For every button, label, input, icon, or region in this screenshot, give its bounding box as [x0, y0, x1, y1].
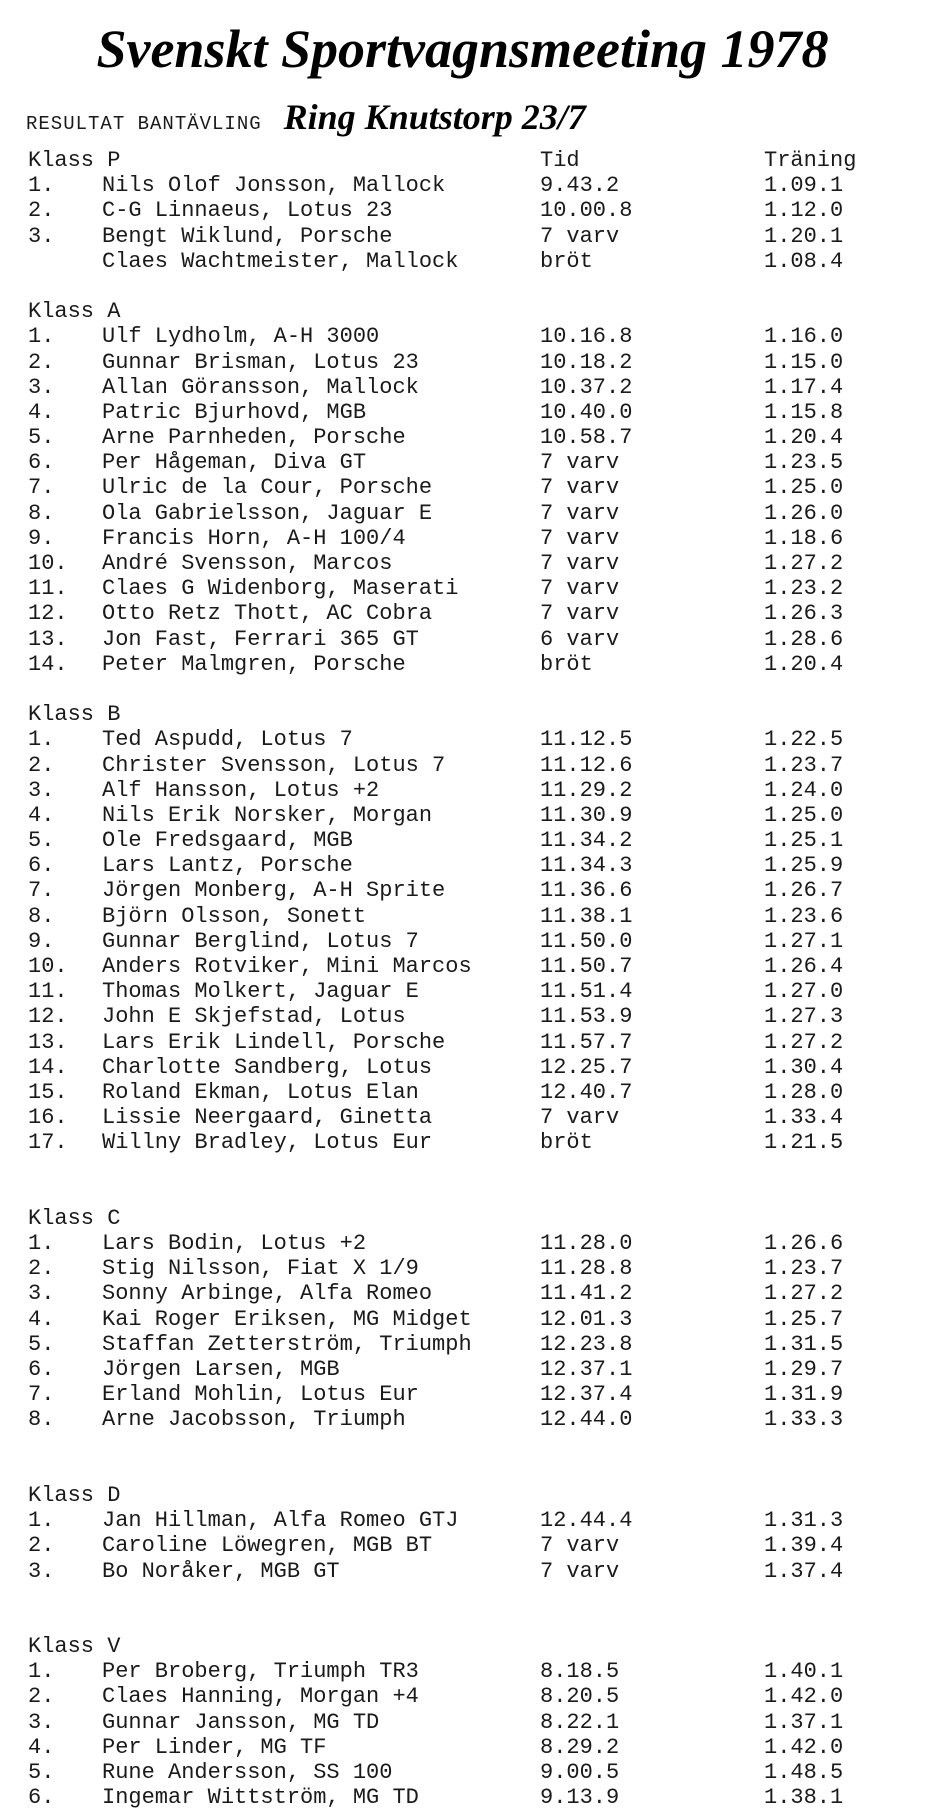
- column-header-training: Träning: [764, 148, 857, 173]
- result-row: [0, 601, 925, 626]
- class-name: Klass P: [28, 148, 121, 173]
- class-header: [0, 702, 925, 727]
- result-row: [0, 954, 925, 979]
- position: 2.: [28, 1684, 55, 1710]
- result-row: [0, 727, 925, 752]
- position: 13.: [28, 1029, 68, 1055]
- driver-car: Per Broberg, Triumph TR3: [102, 1659, 419, 1685]
- position: 3.: [28, 1558, 55, 1584]
- training-time: 1.42.0: [764, 1684, 844, 1710]
- training-time: 1.30.4: [764, 1054, 844, 1080]
- result-row: [0, 1407, 925, 1432]
- driver-car: Jan Hillman, Alfa Romeo GTJ: [102, 1508, 459, 1534]
- training-time: 1.23.7: [764, 1256, 844, 1282]
- driver-car: Ole Fredsgaard, MGB: [102, 828, 353, 854]
- result-row: [0, 425, 925, 450]
- spacer: [0, 1458, 925, 1483]
- driver-car: Arne Jacobsson, Triumph: [102, 1407, 406, 1433]
- driver-car: Christer Svensson, Lotus 7: [102, 752, 446, 778]
- training-time: 1.40.1: [764, 1659, 844, 1685]
- position: 1.: [28, 1231, 55, 1257]
- driver-car: Nils Olof Jonsson, Mallock: [102, 173, 446, 199]
- race-time: 11.28.8: [540, 1256, 633, 1282]
- race-time: 11.51.4: [540, 979, 633, 1005]
- result-row: [0, 450, 925, 475]
- driver-car: Ted Aspudd, Lotus 7: [102, 727, 353, 753]
- driver-car: Jörgen Monberg, A-H Sprite: [102, 878, 446, 904]
- training-time: 1.22.5: [764, 727, 844, 753]
- result-row: [0, 475, 925, 500]
- result-row: [0, 501, 925, 526]
- race-time: 11.34.2: [540, 828, 633, 854]
- position: 4.: [28, 1306, 55, 1332]
- training-time: 1.23.2: [764, 576, 844, 602]
- result-row: [0, 1080, 925, 1105]
- position: 5.: [28, 1331, 55, 1357]
- race-time: 11.53.9: [540, 1004, 633, 1030]
- training-time: 1.20.4: [764, 651, 844, 677]
- training-time: 1.31.3: [764, 1508, 844, 1534]
- race-time: 8.29.2: [540, 1734, 620, 1760]
- training-time: 1.26.6: [764, 1231, 844, 1257]
- position: 2.: [28, 198, 55, 224]
- race-time: 7 varv: [540, 525, 620, 551]
- training-time: 1.27.2: [764, 1281, 844, 1307]
- position: 1.: [28, 1508, 55, 1534]
- race-time: 12.37.1: [540, 1357, 633, 1382]
- driver-car: Gunnar Berglind, Lotus 7: [102, 928, 419, 954]
- position: 4.: [28, 802, 55, 828]
- position: 15.: [28, 1079, 68, 1105]
- race-time: 12.37.4: [540, 1382, 633, 1408]
- result-row: [0, 324, 925, 349]
- position: 9.: [28, 928, 55, 954]
- race-time: 11.12.5: [540, 727, 633, 753]
- race-time: 9.00.5: [540, 1760, 620, 1785]
- position: 12.: [28, 601, 68, 627]
- position: 1.: [28, 173, 55, 199]
- driver-car: Ingemar Wittström, MG TD: [102, 1785, 419, 1811]
- training-time: 1.12.0: [764, 198, 844, 224]
- position: 6.: [28, 1357, 55, 1382]
- result-row: [0, 1055, 925, 1080]
- training-time: 1.28.6: [764, 626, 844, 652]
- driver-car: Ulf Lydholm, A-H 3000: [102, 324, 380, 350]
- subheader: [26, 96, 586, 136]
- class-section: [0, 702, 925, 1155]
- driver-car: Allan Göransson, Mallock: [102, 374, 419, 400]
- position: 3.: [28, 1709, 55, 1735]
- race-time: 8.22.1: [540, 1709, 620, 1735]
- training-time: 1.24.0: [764, 777, 844, 803]
- driver-car: C-G Linnaeus, Lotus 23: [102, 198, 393, 224]
- race-time: 12.40.7: [540, 1079, 633, 1105]
- training-time: 1.28.0: [764, 1079, 844, 1105]
- position: 5.: [28, 425, 55, 451]
- training-time: 1.25.0: [764, 802, 844, 828]
- spacer: [0, 677, 925, 702]
- driver-car: Nils Erik Norsker, Morgan: [102, 802, 433, 828]
- driver-car: Caroline Löwegren, MGB BT: [102, 1533, 433, 1559]
- driver-car: Ola Gabrielsson, Jaguar E: [102, 500, 433, 526]
- result-row: [0, 1231, 925, 1256]
- result-row: [0, 1659, 925, 1684]
- result-row: [0, 1030, 925, 1055]
- training-time: 1.25.9: [764, 853, 844, 879]
- spacer: [0, 1156, 925, 1181]
- position: 11.: [28, 979, 68, 1005]
- driver-car: Otto Retz Thott, AC Cobra: [102, 601, 433, 627]
- race-time: 11.38.1: [540, 903, 633, 929]
- position: 6.: [28, 853, 55, 879]
- position: 2.: [28, 1533, 55, 1559]
- result-row: [0, 778, 925, 803]
- training-time: 1.17.4: [764, 374, 844, 400]
- race-time: 10.00.8: [540, 198, 633, 224]
- training-time: 1.37.4: [764, 1558, 844, 1584]
- result-row: [0, 198, 925, 223]
- driver-car: Francis Horn, A-H 100/4: [102, 525, 406, 551]
- training-time: 1.26.0: [764, 500, 844, 526]
- position: 2.: [28, 752, 55, 778]
- result-row: [0, 1256, 925, 1281]
- result-row: [0, 173, 925, 198]
- race-time: 10.40.0: [540, 399, 633, 425]
- race-time: 7 varv: [540, 1105, 620, 1131]
- driver-car: Claes G Widenborg, Maserati: [102, 576, 459, 602]
- spacer: [0, 1584, 925, 1609]
- result-row: [0, 1710, 925, 1735]
- training-time: 1.23.7: [764, 752, 844, 778]
- driver-car: Jörgen Larsen, MGB: [102, 1357, 340, 1382]
- class-section: [0, 148, 925, 274]
- class-header: [0, 1206, 925, 1231]
- driver-car: Bengt Wiklund, Porsche: [102, 223, 393, 249]
- driver-car: Erland Mohlin, Lotus Eur: [102, 1382, 419, 1408]
- result-row: [0, 904, 925, 929]
- training-time: 1.15.0: [764, 349, 844, 375]
- race-time: 7 varv: [540, 475, 620, 501]
- training-time: 1.25.1: [764, 828, 844, 854]
- driver-car: Lars Erik Lindell, Porsche: [102, 1029, 446, 1055]
- race-time: 8.18.5: [540, 1659, 620, 1685]
- result-row: [0, 249, 925, 274]
- result-row: [0, 1684, 925, 1709]
- position: 12.: [28, 1004, 68, 1030]
- position: 1.: [28, 1659, 55, 1685]
- driver-car: Charlotte Sandberg, Lotus: [102, 1054, 433, 1080]
- result-row: [0, 803, 925, 828]
- race-time: 10.58.7: [540, 425, 633, 451]
- driver-car: Peter Malmgren, Porsche: [102, 651, 406, 677]
- race-time: 12.25.7: [540, 1054, 633, 1080]
- training-time: 1.38.1: [764, 1785, 844, 1811]
- class-section: [0, 299, 925, 677]
- result-row: [0, 1130, 925, 1155]
- position: 3.: [28, 777, 55, 803]
- training-time: 1.42.0: [764, 1734, 844, 1760]
- race-time: 7 varv: [540, 500, 620, 526]
- training-time: 1.20.1: [764, 223, 844, 249]
- race-time: 8.20.5: [540, 1684, 620, 1710]
- race-time: bröt: [540, 248, 593, 274]
- spacer: [0, 1181, 925, 1206]
- training-time: 1.31.5: [764, 1331, 844, 1357]
- result-row: [0, 350, 925, 375]
- class-name: Klass V: [28, 1634, 121, 1660]
- training-time: 1.33.4: [764, 1105, 844, 1131]
- race-time: 12.01.3: [540, 1306, 633, 1332]
- race-time: 7 varv: [540, 450, 620, 476]
- position: 9.: [28, 525, 55, 551]
- result-row: [0, 1760, 925, 1785]
- position: 10.: [28, 954, 68, 979]
- race-time: 9.43.2: [540, 173, 620, 199]
- position: 1.: [28, 324, 55, 350]
- training-time: 1.25.7: [764, 1306, 844, 1332]
- race-time: 11.30.9: [540, 802, 633, 828]
- result-row: [0, 400, 925, 425]
- driver-car: Jon Fast, Ferrari 365 GT: [102, 626, 419, 652]
- result-row: [0, 1105, 925, 1130]
- training-time: 1.39.4: [764, 1533, 844, 1559]
- race-time: 10.18.2: [540, 349, 633, 375]
- race-time: 11.12.6: [540, 752, 633, 778]
- training-time: 1.08.4: [764, 248, 844, 274]
- driver-car: Patric Bjurhovd, MGB: [102, 399, 367, 425]
- driver-car: Bo Noråker, MGB GT: [102, 1558, 340, 1584]
- result-row: [0, 1357, 925, 1382]
- position: 16.: [28, 1105, 68, 1131]
- race-time: 11.34.3: [540, 853, 633, 879]
- position: 1.: [28, 727, 55, 753]
- class-section: [0, 1634, 925, 1810]
- position: 5.: [28, 1760, 55, 1785]
- training-time: 1.27.3: [764, 1004, 844, 1030]
- position: 2.: [28, 1256, 55, 1282]
- class-header: [0, 299, 925, 324]
- race-time: 11.41.2: [540, 1281, 633, 1307]
- class-header: [0, 1483, 925, 1508]
- driver-car: Lars Lantz, Porsche: [102, 853, 353, 879]
- spacer: [0, 1433, 925, 1458]
- driver-car: John E Skjefstad, Lotus: [102, 1004, 406, 1030]
- result-row: [0, 1307, 925, 1332]
- result-row: [0, 375, 925, 400]
- result-row: [0, 1735, 925, 1760]
- training-time: 1.26.3: [764, 601, 844, 627]
- position: 3.: [28, 374, 55, 400]
- position: 7.: [28, 878, 55, 904]
- result-row: [0, 652, 925, 677]
- driver-car: Gunnar Jansson, MG TD: [102, 1709, 380, 1735]
- spacer: [0, 1609, 925, 1634]
- result-row: [0, 1785, 925, 1810]
- race-time: 10.16.8: [540, 324, 633, 350]
- training-time: 1.26.4: [764, 954, 844, 979]
- result-row: [0, 576, 925, 601]
- driver-car: Claes Wachtmeister, Mallock: [102, 248, 459, 274]
- race-time: bröt: [540, 1130, 593, 1156]
- race-time: 7 varv: [540, 1558, 620, 1584]
- result-row: [0, 1332, 925, 1357]
- driver-car: Willny Bradley, Lotus Eur: [102, 1130, 433, 1156]
- position: 8.: [28, 1407, 55, 1433]
- class-name: Klass C: [28, 1205, 121, 1231]
- driver-car: Sonny Arbinge, Alfa Romeo: [102, 1281, 433, 1307]
- result-row: [0, 853, 925, 878]
- race-time: 7 varv: [540, 223, 620, 249]
- driver-car: Per Hågeman, Diva GT: [102, 450, 367, 476]
- driver-car: Roland Ekman, Lotus Elan: [102, 1079, 419, 1105]
- driver-car: Alf Hansson, Lotus +2: [102, 777, 380, 803]
- position: 14.: [28, 1054, 68, 1080]
- position: 10.: [28, 551, 68, 576]
- result-row: [0, 1559, 925, 1584]
- race-time: 9.13.9: [540, 1785, 620, 1811]
- race-time: 11.50.0: [540, 928, 633, 954]
- position: 3.: [28, 1281, 55, 1307]
- driver-car: Claes Hanning, Morgan +4: [102, 1684, 419, 1710]
- result-row: [0, 828, 925, 853]
- driver-car: Lars Bodin, Lotus +2: [102, 1231, 367, 1257]
- training-time: 1.23.6: [764, 903, 844, 929]
- class-section: [0, 1206, 925, 1433]
- position: 17.: [28, 1130, 68, 1156]
- class-name: Klass A: [28, 299, 121, 325]
- training-time: 1.09.1: [764, 173, 844, 199]
- race-time: 12.44.4: [540, 1508, 633, 1534]
- race-time: 11.36.6: [540, 878, 633, 904]
- class-name: Klass B: [28, 702, 121, 728]
- class-header: [0, 1634, 925, 1659]
- race-time: 10.37.2: [540, 374, 633, 400]
- driver-car: Rune Andersson, SS 100: [102, 1760, 393, 1785]
- result-row: [0, 1004, 925, 1029]
- race-time: 11.57.7: [540, 1029, 633, 1055]
- race-time: 12.23.8: [540, 1331, 633, 1357]
- driver-car: Anders Rotviker, Mini Marcos: [102, 954, 472, 979]
- position: 8.: [28, 500, 55, 526]
- spacer: [0, 274, 925, 299]
- training-time: 1.25.0: [764, 475, 844, 501]
- training-time: 1.29.7: [764, 1357, 844, 1382]
- driver-car: Arne Parnheden, Porsche: [102, 425, 406, 451]
- position: 11.: [28, 576, 68, 602]
- result-row: [0, 979, 925, 1004]
- position: 3.: [28, 223, 55, 249]
- position: 2.: [28, 349, 55, 375]
- result-row: [0, 224, 925, 249]
- training-time: 1.27.0: [764, 979, 844, 1005]
- race-time: bröt: [540, 651, 593, 677]
- training-time: 1.27.1: [764, 928, 844, 954]
- column-header-time: Tid: [540, 148, 580, 173]
- position: 6.: [28, 1785, 55, 1811]
- position: 7.: [28, 475, 55, 501]
- training-time: 1.33.3: [764, 1407, 844, 1433]
- position: 13.: [28, 626, 68, 652]
- driver-car: Lissie Neergaard, Ginetta: [102, 1105, 433, 1131]
- training-time: 1.26.7: [764, 878, 844, 904]
- result-row: [0, 878, 925, 903]
- training-time: 1.31.9: [764, 1382, 844, 1408]
- result-row: [0, 1508, 925, 1533]
- training-time: 1.27.2: [764, 1029, 844, 1055]
- driver-car: Kai Roger Eriksen, MG Midget: [102, 1306, 472, 1332]
- training-time: 1.21.5: [764, 1130, 844, 1156]
- training-time: 1.16.0: [764, 324, 844, 350]
- driver-car: Per Linder, MG TF: [102, 1734, 327, 1760]
- driver-car: Stig Nilsson, Fiat X 1/9: [102, 1256, 419, 1282]
- race-time: 7 varv: [540, 551, 620, 576]
- training-time: 1.23.5: [764, 450, 844, 476]
- driver-car: Björn Olsson, Sonett: [102, 903, 367, 929]
- position: 4.: [28, 399, 55, 425]
- position: 5.: [28, 828, 55, 854]
- position: 7.: [28, 1382, 55, 1408]
- result-row: [0, 753, 925, 778]
- race-time: 11.50.7: [540, 954, 633, 979]
- result-row: [0, 627, 925, 652]
- position: 6.: [28, 450, 55, 476]
- driver-car: André Svensson, Marcos: [102, 551, 393, 576]
- training-time: 1.37.1: [764, 1709, 844, 1735]
- result-row: [0, 526, 925, 551]
- result-row: [0, 1382, 925, 1407]
- race-time: 7 varv: [540, 601, 620, 627]
- page-title: Svenskt Sportvagnsmeeting 1978: [96, 19, 829, 79]
- race-time: 7 varv: [540, 576, 620, 602]
- result-row: [0, 1281, 925, 1306]
- results-label: RESULTAT BANTÄVLING: [26, 113, 262, 135]
- class-name: Klass D: [28, 1482, 121, 1508]
- results-document: [0, 148, 925, 1810]
- result-row: [0, 929, 925, 954]
- race-time: 11.28.0: [540, 1231, 633, 1257]
- race-time: 6 varv: [540, 626, 620, 652]
- training-time: 1.27.2: [764, 551, 844, 576]
- driver-car: Thomas Molkert, Jaguar E: [102, 979, 419, 1005]
- result-row: [0, 551, 925, 576]
- race-time: 12.44.0: [540, 1407, 633, 1433]
- position: 14.: [28, 651, 68, 677]
- race-time: 7 varv: [540, 1533, 620, 1559]
- training-time: 1.15.8: [764, 399, 844, 425]
- training-time: 1.48.5: [764, 1760, 844, 1785]
- class-section: [0, 1483, 925, 1584]
- training-time: 1.20.4: [764, 425, 844, 451]
- position: 4.: [28, 1734, 55, 1760]
- driver-car: Gunnar Brisman, Lotus 23: [102, 349, 419, 375]
- driver-car: Ulric de la Cour, Porsche: [102, 475, 433, 501]
- venue-date: Ring Knutstorp 23/7: [283, 97, 586, 137]
- race-time: 11.29.2: [540, 777, 633, 803]
- training-time: 1.18.6: [764, 525, 844, 551]
- result-row: [0, 1533, 925, 1558]
- driver-car: Staffan Zetterström, Triumph: [102, 1331, 472, 1357]
- class-header: [0, 148, 925, 173]
- position: 8.: [28, 903, 55, 929]
